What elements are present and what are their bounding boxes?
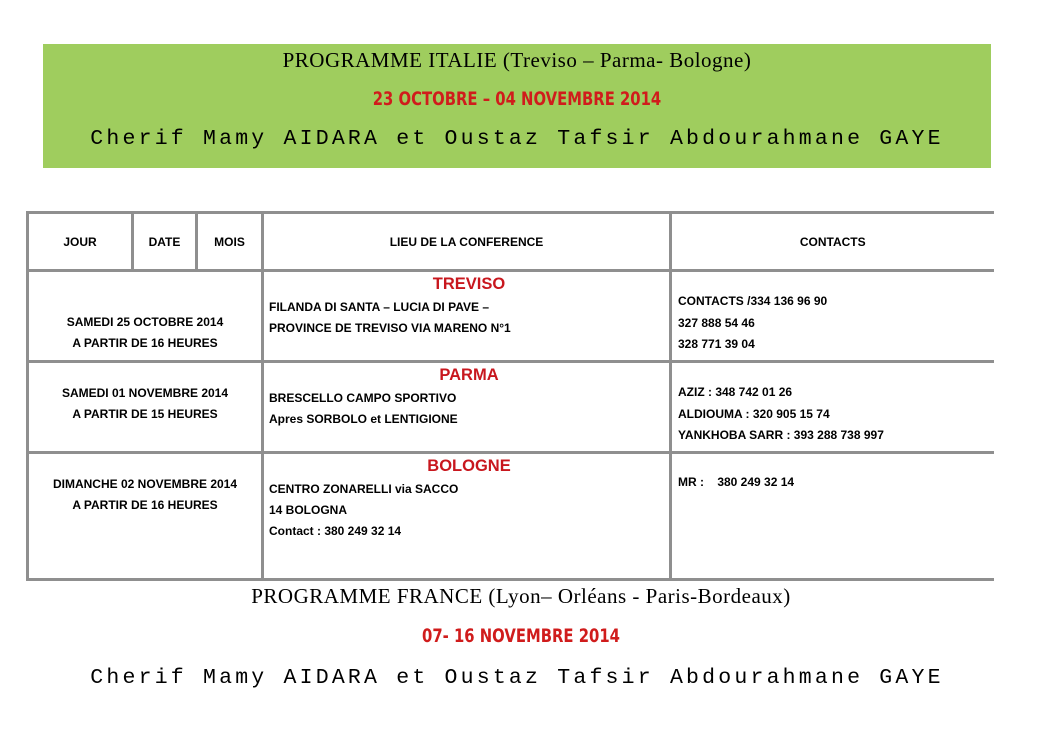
header-contacts: CONTACTS xyxy=(671,213,994,271)
contact-cell xyxy=(671,362,994,453)
header-lieu: LIEU DE LA CONFERENCE xyxy=(263,213,671,271)
france-program-title: PROGRAMME FRANCE (Lyon– Orléans - Paris-Bordeaux) xyxy=(251,584,791,608)
france-program-speakers: Cherif Mamy AIDARA et Oustaz Tafsir Abdourahmane GAYE xyxy=(90,666,944,690)
address-line: CENTRO ZONARELLI via SACCO xyxy=(269,482,459,496)
city-name: TREVISO xyxy=(432,275,506,293)
header-date: DATE xyxy=(133,213,197,271)
address-line: PROVINCE DE TREVISO VIA MARENO N°1 xyxy=(269,321,511,335)
lieu-cell xyxy=(263,453,671,580)
address-line: Contact : 380 249 32 14 xyxy=(269,524,402,538)
italy-program-speakers: Cherif Mamy AIDARA et Oustaz Tafsir Abdourahmane GAYE xyxy=(90,127,944,151)
lieu-cell xyxy=(263,271,671,362)
contact-cell xyxy=(671,453,994,580)
jour-line: A PARTIR DE 15 HEURES xyxy=(72,407,218,421)
conference-schedule-table xyxy=(26,211,994,581)
contact-line: CONTACTS /334 136 96 90 xyxy=(678,294,828,308)
italy-program-dates: 23 OCTOBRE – 04 NOVEMBRE 2014 xyxy=(372,88,662,110)
jour-line: SAMEDI 01 NOVEMBRE 2014 xyxy=(61,386,229,400)
jour-cell xyxy=(28,453,263,580)
table-row xyxy=(28,453,994,580)
contact-line: 328 771 39 04 xyxy=(678,337,755,351)
header-jour: JOUR xyxy=(28,213,133,271)
france-program-dates: 07- 16 NOVEMBRE 2014 xyxy=(422,625,620,647)
contact-line: 327 888 54 46 xyxy=(678,315,755,330)
contact-line: ALDIOUMA : 320 905 15 74 xyxy=(678,406,830,421)
table-header-row xyxy=(28,213,994,271)
jour-line: A PARTIR DE 16 HEURES xyxy=(72,336,218,350)
address-line: FILANDA DI SANTA – LUCIA DI PAVE – xyxy=(269,300,490,314)
jour-cell xyxy=(28,362,263,453)
table-row xyxy=(28,271,994,362)
address-line: Apres SORBOLO et LENTIGIONE xyxy=(269,412,458,426)
jour-line: SAMEDI 25 OCTOBRE 2014 xyxy=(66,315,224,329)
city-name: BOLOGNE xyxy=(427,457,511,475)
address-line: 14 BOLOGNA xyxy=(269,503,348,517)
contact-cell xyxy=(671,271,994,362)
city-name: PARMA xyxy=(439,366,499,384)
header-mois: MOIS xyxy=(197,213,263,271)
contact-line: AZIZ : 348 742 01 26 xyxy=(678,385,793,399)
italy-program-title: PROGRAMME ITALIE (Treviso – Parma- Bologne) xyxy=(282,48,752,72)
address-block xyxy=(269,479,669,542)
address-block xyxy=(269,297,669,339)
jour-line: A PARTIR DE 16 HEURES xyxy=(72,498,218,512)
jour-cell xyxy=(28,271,263,362)
table-row xyxy=(28,362,994,453)
italy-program-banner xyxy=(43,44,991,168)
lieu-cell xyxy=(263,362,671,453)
contact-line: YANKHOBA SARR : 393 288 738 997 xyxy=(678,428,884,442)
contact-line: MR : 380 249 32 14 xyxy=(678,475,795,489)
address-block xyxy=(269,388,669,430)
jour-line: DIMANCHE 02 NOVEMBRE 2014 xyxy=(52,477,238,491)
address-line: BRESCELLO CAMPO SPORTIVO xyxy=(269,391,457,405)
